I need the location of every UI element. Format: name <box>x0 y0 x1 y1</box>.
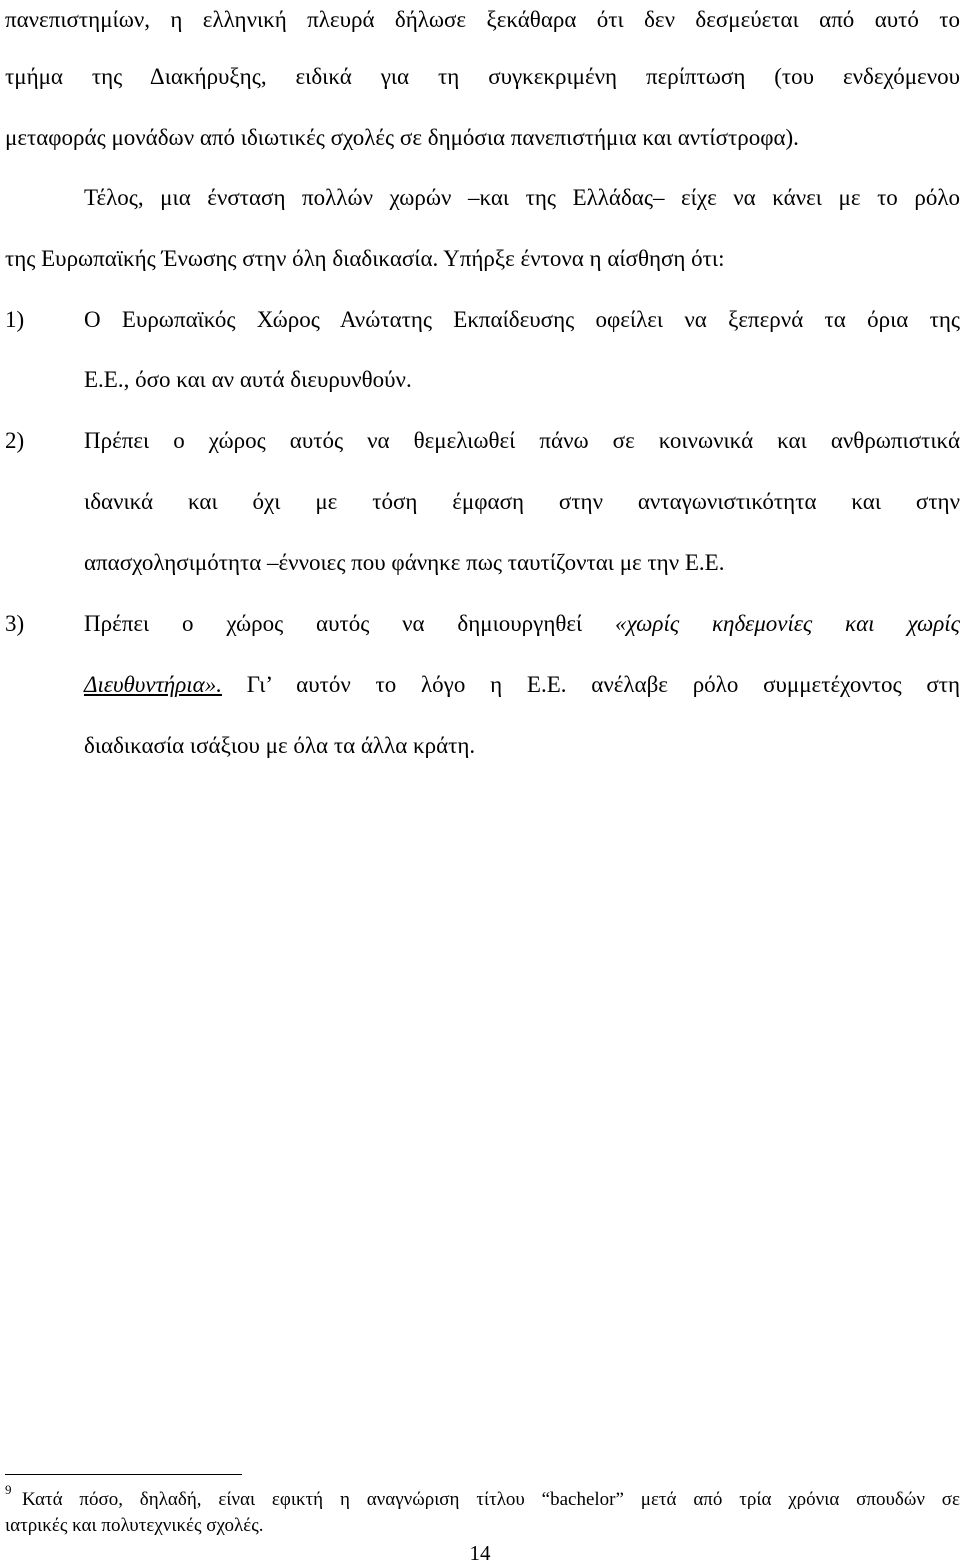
list-item-2-number: 2) <box>5 428 25 453</box>
list-item-2-line-1: Πρέπει ο χώρος αυτός να θεμελιωθεί πάνω σε κοινωνικά και ανθρωπιστικά <box>84 428 960 453</box>
list-item-1-number: 1) <box>5 307 25 332</box>
list-item-1-line-2: Ε.Ε., όσο και αν αυτά διευρυνθούν. <box>84 367 412 392</box>
quote-italic-start: «χωρίς κηδεμονίες και χωρίς <box>615 611 960 636</box>
list-item-3-number: 3) <box>5 611 25 636</box>
list-item-3-line-3: διαδικασία ισάξιου με όλα τα άλλα κράτη. <box>84 733 476 758</box>
footnote-separator <box>5 1474 242 1475</box>
page-number: 14 <box>469 1541 491 1565</box>
body-line-3: μεταφοράς μονάδων από ιδιωτικές σχολές σε δημόσια πανεπιστήμια και αντίστροφα). <box>5 125 799 150</box>
body-line-1: πανεπιστημίων, η ελληνική πλευρά δήλωσε ξεκάθαρα ότι δεν δεσμεύεται από αυτό το <box>5 7 960 32</box>
list-item-1-line-1: Ο Ευρωπαϊκός Χώρος Ανώτατης Εκπαίδευσης οφείλει να ξεπερνά τα όρια της <box>84 307 960 332</box>
list-item-3-line-2-rest: Γι’ αυτόν το λόγο η Ε.Ε. ανέλαβε ρόλο συμμετέχοντος στη <box>246 672 960 697</box>
body-line-2: τμήμα της Διακήρυξης, ειδικά για τη συγκεκριμένη περίπτωση (του ενδεχόμενου <box>5 64 960 89</box>
footnote-mark: 9 <box>5 1482 12 1497</box>
footnote-line-2: ιατρικές και πολυτεχνικές σχολές. <box>5 1515 264 1536</box>
body-line-5: της Ευρωπαϊκής Ένωσης στην όλη διαδικασία. Υπήρξε έντονα η αίσθηση ότι: <box>5 246 725 271</box>
list-item-2-line-2: ιδανικά και όχι με τόση έμφαση στην ανταγωνιστικότητα και στην <box>84 489 960 514</box>
footnote-line-1: Κατά πόσο, δηλαδή, είναι εφικτή η αναγνώριση τίτλου “bachelor” μετά από τρία χρόνια σπουδών σε <box>22 1489 960 1510</box>
list-item-3-line-1 <box>84 604 960 644</box>
list-item-2-line-3: απασχολησιμότητα –έννοιες που φάνηκε πως ταυτίζονται με την Ε.Ε. <box>84 550 725 575</box>
quote-italic-end: Διευθυντήρια». <box>84 672 222 697</box>
list-item-3-line-1-prefix: Πρέπει ο χώρος αυτός να δημιουργηθεί <box>84 611 583 636</box>
body-line-4: Τέλος, μια ένσταση πολλών χωρών –και της Ελλάδας– είχε να κάνει με το ρόλο <box>84 185 960 210</box>
list-item-3-line-2 <box>84 665 960 705</box>
